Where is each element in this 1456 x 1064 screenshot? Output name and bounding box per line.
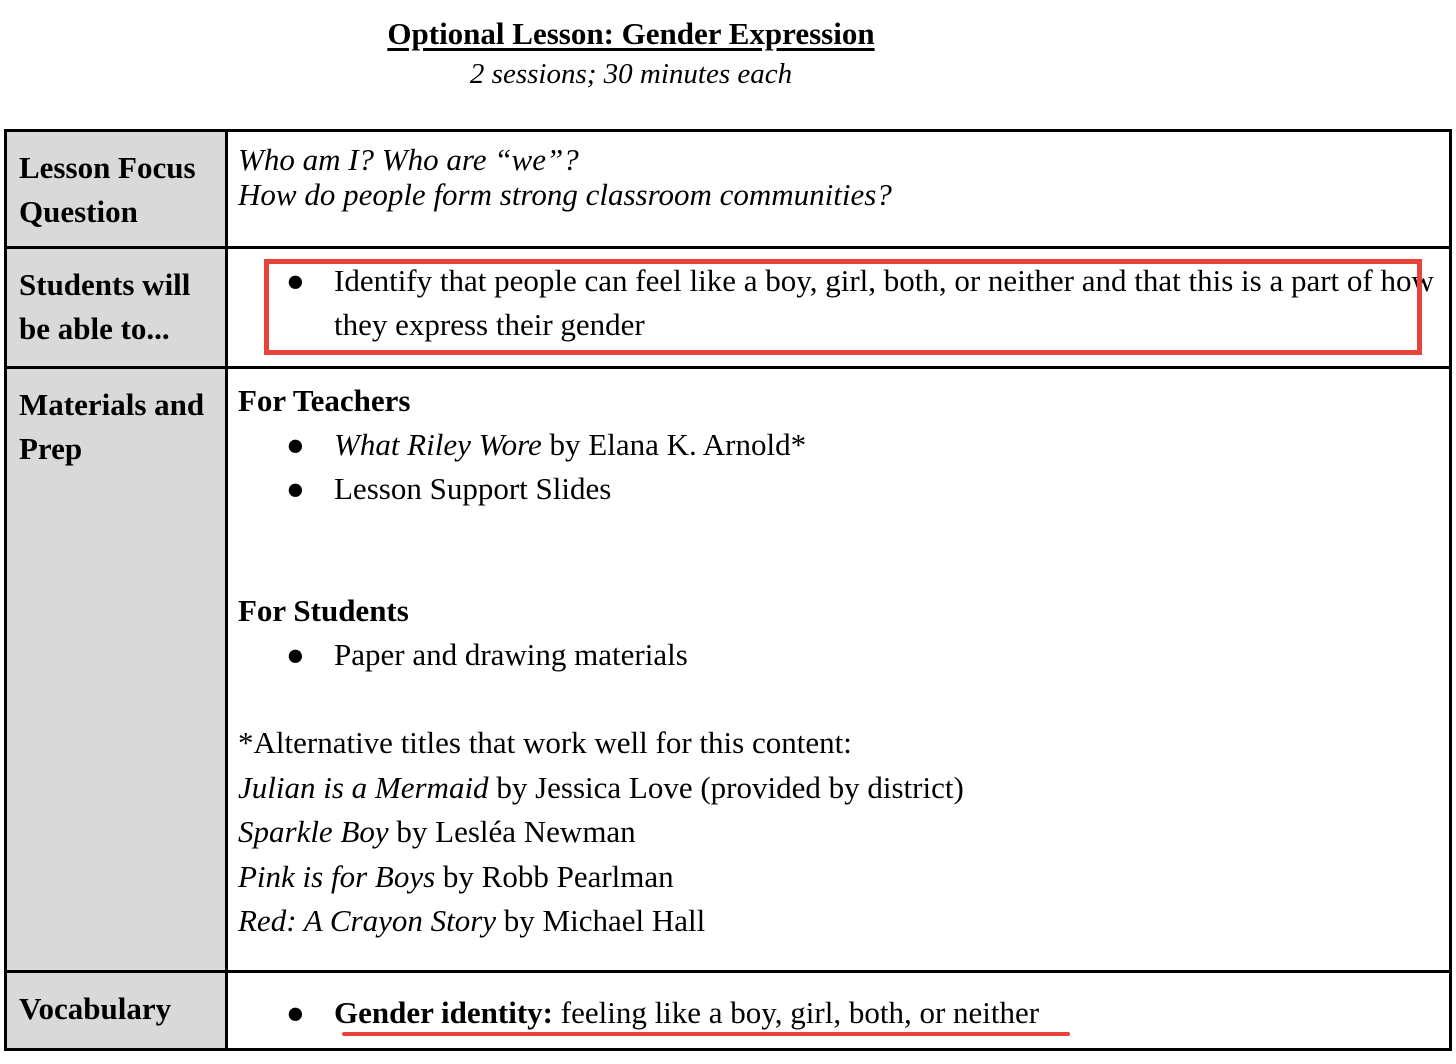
- book-author: by Elana K. Arnold*: [541, 427, 807, 462]
- bullet-icon: ●: [286, 263, 305, 298]
- bullet-icon: ●: [286, 637, 305, 672]
- table-row-objectives: [6, 248, 1451, 368]
- row-label-students: Students will be able to...: [6, 248, 227, 368]
- list-item: [238, 467, 1439, 511]
- spacer: [238, 677, 1439, 721]
- teacher-materials-list: [238, 423, 1439, 511]
- row-label-vocabulary: Vocabulary: [6, 972, 227, 1050]
- book-title: Red: A Crayon Story: [238, 903, 497, 938]
- objectives-cell: [227, 248, 1451, 368]
- table-row-vocabulary: [6, 972, 1451, 1050]
- bullet-icon: ●: [286, 427, 305, 462]
- vocabulary-cell: [227, 972, 1451, 1050]
- for-students-heading: For Students: [238, 593, 409, 628]
- alternative-title: [238, 810, 1439, 855]
- alternative-title: [238, 899, 1439, 944]
- for-teachers-heading: For Teachers: [238, 383, 411, 418]
- focus-question-1: Who am I? Who are “we”?: [238, 142, 579, 177]
- lesson-plan-table: [4, 129, 1452, 1051]
- row-label-materials: Materials and Prep: [6, 368, 227, 972]
- book-author: by Robb Pearlman: [435, 858, 674, 894]
- bullet-icon: ●: [286, 995, 305, 1030]
- book-author: by Jessica Love (provided by district): [488, 769, 964, 805]
- page-title: Optional Lesson: Gender Expression: [387, 16, 875, 51]
- red-underline-mark: [342, 1032, 1070, 1036]
- material-text: Paper and drawing materials: [334, 637, 688, 672]
- student-materials-list: [238, 633, 1439, 677]
- material-text: Lesson Support Slides: [334, 471, 612, 506]
- spacer: [238, 511, 1439, 589]
- row-label-focus: Lesson Focus Question: [6, 131, 227, 248]
- vocab-definition: feeling like a boy, girl, both, or neither: [553, 995, 1040, 1030]
- focus-question-cell: [227, 131, 1451, 248]
- objective-text: Identify that people can feel like a boy, girl, both, or neither and that this is a part of how they express their gender: [334, 263, 1434, 342]
- book-title: Sparkle Boy: [238, 814, 389, 849]
- book-title: What Riley Wore: [334, 427, 542, 462]
- book-author: by Lesléa Newman: [388, 814, 636, 849]
- list-item: [238, 633, 1439, 677]
- lesson-header: [0, 14, 1262, 94]
- table-row-materials: [6, 368, 1451, 972]
- materials-cell: [227, 368, 1451, 972]
- table-row-focus-question: [6, 131, 1451, 248]
- focus-question-2: How do people form strong classroom communities?: [238, 177, 892, 212]
- objectives-list: [238, 259, 1439, 347]
- book-title: Julian is a Mermaid: [238, 769, 489, 805]
- list-item: [238, 423, 1439, 467]
- list-item: [238, 991, 1439, 1035]
- alternative-title: [238, 766, 1439, 811]
- bullet-icon: ●: [286, 471, 305, 506]
- alternative-titles-intro: *Alternative titles that work well for this content:: [238, 725, 852, 760]
- page-subtitle: 2 sessions; 30 minutes each: [469, 58, 793, 90]
- list-item: [238, 259, 1439, 347]
- vocabulary-list: [238, 983, 1439, 1035]
- book-title: Pink is for Boys: [238, 858, 436, 894]
- alternative-title: [238, 855, 1439, 900]
- book-author: by Michael Hall: [496, 903, 706, 938]
- vocab-term: Gender identity:: [334, 995, 553, 1030]
